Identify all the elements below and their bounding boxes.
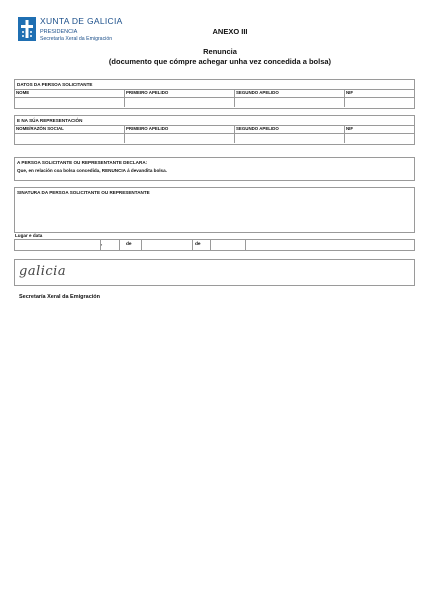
field-label: NIF (346, 126, 354, 131)
de-label-2: de (195, 242, 201, 247)
page-title: Renuncia (203, 47, 237, 56)
org-secretariat: Secretaría Xeral da Emigración (40, 36, 113, 42)
year-field[interactable] (210, 240, 246, 250)
place-date-label: Lugar e data (15, 233, 43, 238)
field-label: NIF (346, 90, 354, 95)
signature-section[interactable] (14, 187, 415, 233)
declaration-text: Que, en relación coa bolsa concedida, RENUNCIA á devandita bolsa. (17, 168, 167, 173)
applicant-heading: DATOS DA PERSOA SOLICITANTE (15, 80, 414, 90)
applicant-second-surname-field[interactable] (235, 89, 345, 107)
applicant-first-surname-field[interactable] (125, 89, 235, 107)
signature-heading: SINATURA DA PERSOA SOLICITANTE OU REPRESENTANTE (17, 190, 150, 195)
day-field[interactable] (106, 240, 120, 250)
field-label: NOME (16, 90, 30, 95)
representative-second-surname-field[interactable] (235, 125, 345, 143)
galicia-logo-box (14, 259, 415, 286)
representative-heading: E NA SÚA REPRESENTACIÓN (15, 116, 414, 126)
field-label: SEGUNDO APELIDO (236, 126, 279, 131)
galicia-logo: galicia (19, 264, 67, 279)
footer-secretariat: Secretaría Xeral da Emigración (19, 294, 101, 300)
field-label: SEGUNDO APELIDO (236, 90, 279, 95)
month-field[interactable] (141, 240, 193, 250)
comma-separator: , (101, 242, 103, 247)
declaration-section (14, 157, 415, 181)
representative-section (14, 115, 415, 145)
applicant-section (14, 79, 415, 109)
declaration-heading: A PERSOA SOLICITANTE OU REPRESENTANTE DECLARA: (17, 160, 148, 165)
org-name: XUNTA DE GALICIA (40, 16, 123, 26)
representative-first-surname-field[interactable] (125, 125, 235, 143)
place-date-row (14, 239, 415, 251)
applicant-name-field[interactable] (15, 89, 125, 107)
field-label: PRIMEIRO APELIDO (126, 90, 169, 95)
representative-nif-field[interactable] (345, 125, 414, 143)
de-label-1: de (126, 242, 132, 247)
applicant-nif-field[interactable] (345, 89, 414, 107)
org-department: PRESIDENCIA (40, 29, 78, 35)
place-field[interactable] (15, 240, 101, 250)
annex-label: ANEXO III (212, 27, 248, 36)
representative-name-field[interactable] (15, 125, 125, 143)
xunta-logo-icon (18, 17, 36, 41)
field-label: NOME/RAZÓN SOCIAL (16, 126, 64, 131)
page-subtitle: (documento que cómpre achegar unha vez concedida a bolsa) (108, 57, 332, 66)
field-label: PRIMEIRO APELIDO (126, 126, 169, 131)
